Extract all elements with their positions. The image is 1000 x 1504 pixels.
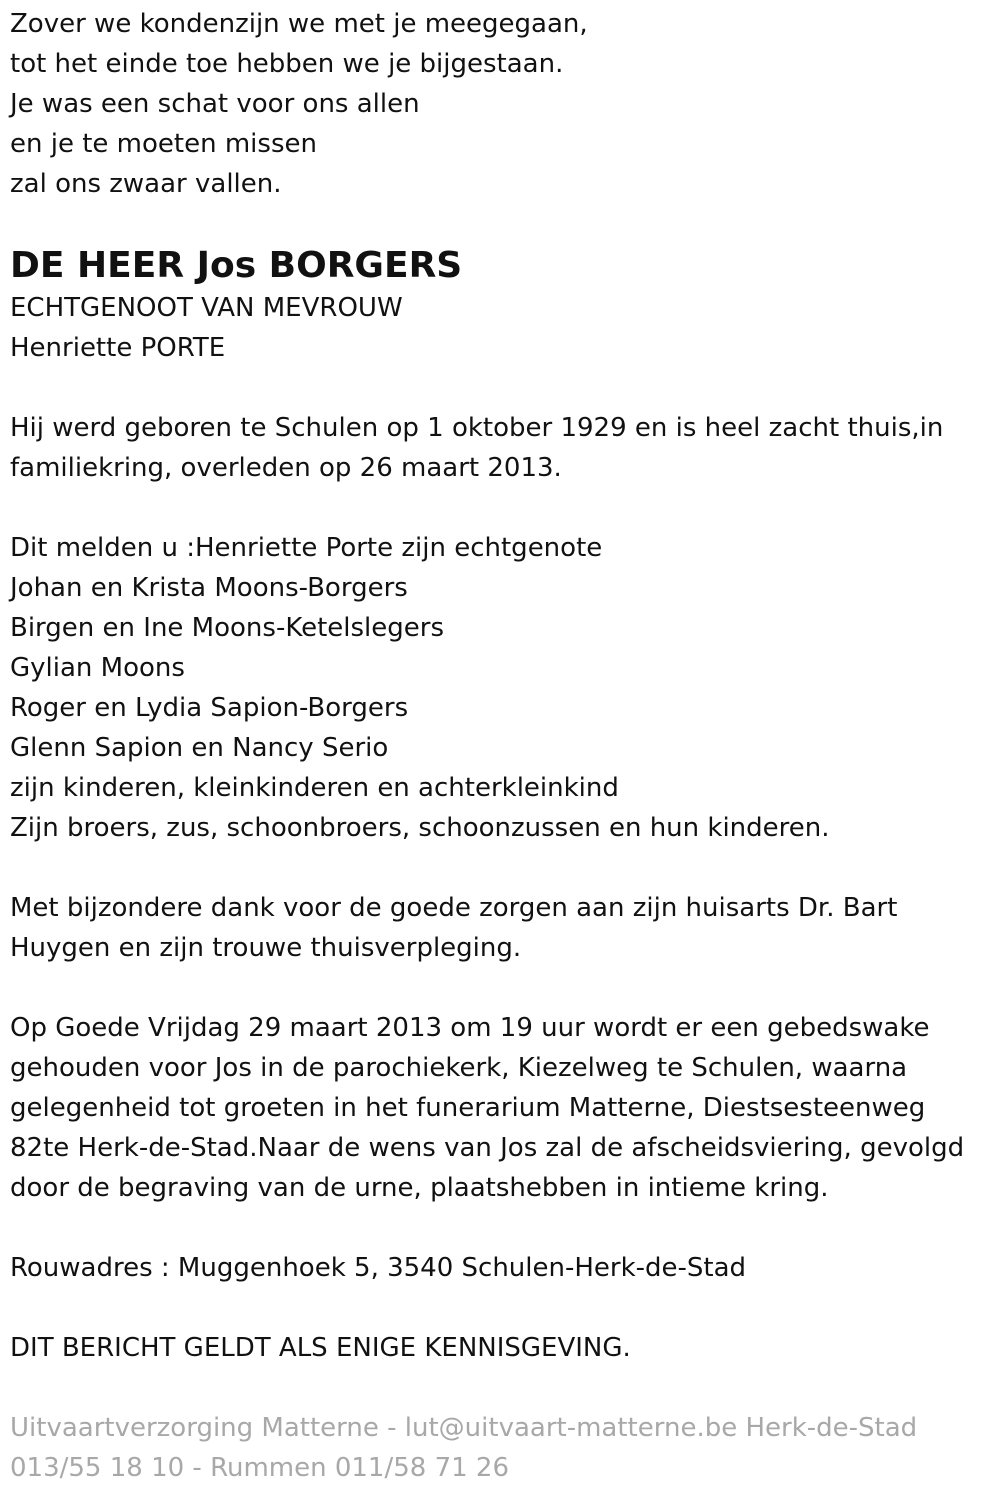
family-line: zijn kinderen, kleinkinderen en achterkleinkind <box>10 773 619 803</box>
family-line: Roger en Lydia Sapion-Borgers <box>10 693 409 723</box>
family-list <box>10 528 995 848</box>
ceremony-paragraph <box>10 1008 995 1208</box>
paragraph-line: Op Goede Vrijdag 29 maart 2013 om 19 uur wordt er een gebedswake <box>10 1013 930 1043</box>
paragraph-line: Met bijzondere dank voor de goede zorgen aan zijn huisarts Dr. Bart <box>10 893 898 923</box>
paragraph-line: 82te Herk-de-Stad.Naar de wens van Jos zal de afscheidsviering, gevolgd <box>10 1133 965 1163</box>
poem-line: tot het einde toe hebben we je bijgestaan. <box>10 49 564 79</box>
family-line: Johan en Krista Moons-Borgers <box>10 573 408 603</box>
deceased-name: DE HEER Jos BORGERS <box>10 245 463 286</box>
spacer <box>10 204 995 242</box>
footer-line: Uitvaartverzorging Matterne - lut@uitvaart-matterne.be Herk-de-Stad <box>10 1413 918 1443</box>
spacer <box>10 1208 995 1248</box>
spacer <box>10 368 995 408</box>
paragraph-line: gelegenheid tot groeten in het funerarium Matterne, Diestsesteenweg <box>10 1093 926 1123</box>
relation-label: ECHTGENOOT VAN MEVROUW <box>10 293 403 323</box>
paragraph-line: Huygen en zijn trouwe thuisverpleging. <box>10 933 522 963</box>
thanks-paragraph <box>10 888 995 968</box>
spacer <box>10 848 995 888</box>
family-line: Zijn broers, zus, schoonbroers, schoonzussen en hun kinderen. <box>10 813 830 843</box>
family-line: Glenn Sapion en Nancy Serio <box>10 733 389 763</box>
paragraph-line: door de begraving van de urne, plaatshebben in intieme kring. <box>10 1173 829 1203</box>
spacer <box>10 1288 995 1328</box>
poem-line: Je was een schat voor ons allen <box>10 89 420 119</box>
paragraph-line: familiekring, overleden op 26 maart 2013. <box>10 453 562 483</box>
family-line: Dit melden u :Henriette Porte zijn echtgenote <box>10 533 603 563</box>
funeral-home-footer <box>10 1408 995 1488</box>
notice-statement: DIT BERICHT GELDT ALS ENIGE KENNISGEVING. <box>10 1333 631 1363</box>
poem-line: zal ons zwaar vallen. <box>10 169 282 199</box>
family-line: Birgen en Ine Moons-Ketelslegers <box>10 613 445 643</box>
deceased-block <box>10 244 995 368</box>
poem-line: Zover we kondenzijn we met je meegegaan, <box>10 9 588 39</box>
poem <box>10 4 995 204</box>
poem-line: en je te moeten missen <box>10 129 317 159</box>
spacer <box>10 968 995 1008</box>
spacer <box>10 488 995 528</box>
obituary-notice <box>10 4 995 1488</box>
paragraph-line: gehouden voor Jos in de parochiekerk, Kiezelweg te Schulen, waarna <box>10 1053 908 1083</box>
spacer <box>10 1368 995 1408</box>
family-line: Gylian Moons <box>10 653 185 683</box>
footer-line: 013/55 18 10 - Rummen 011/58 71 26 <box>10 1453 510 1483</box>
birth-death-paragraph <box>10 408 995 488</box>
spouse-name: Henriette PORTE <box>10 333 226 363</box>
paragraph-line: Hij werd geboren te Schulen op 1 oktober 1929 en is heel zacht thuis,in <box>10 413 944 443</box>
mourning-address: Rouwadres : Muggenhoek 5, 3540 Schulen-Herk-de-Stad <box>10 1253 747 1283</box>
